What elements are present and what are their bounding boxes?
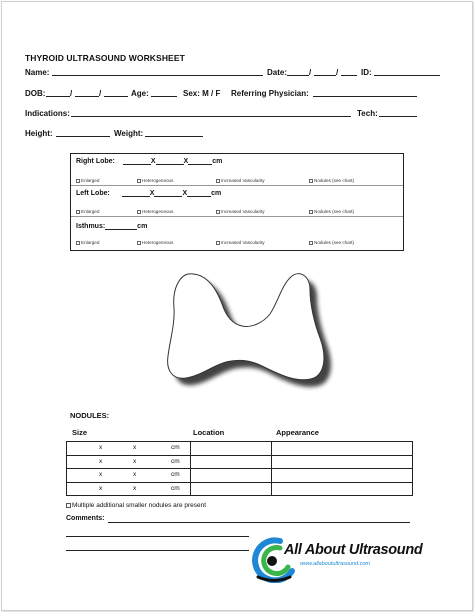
left-lobe-x2: X xyxy=(182,190,188,197)
right-nodules-checkbox[interactable] xyxy=(309,178,354,183)
comments-line-2[interactable] xyxy=(66,536,249,537)
dob-day-field[interactable] xyxy=(75,88,102,98)
logo-name: All About Ultrasound xyxy=(284,542,423,558)
x-sep: x xyxy=(133,484,137,492)
location-cell[interactable] xyxy=(190,469,272,483)
right-enlarged-checkbox[interactable] xyxy=(76,178,99,183)
isthmus-unit: cm xyxy=(137,223,148,230)
checkbox-label: Heterogeneous xyxy=(142,178,174,183)
checkbox-box-icon xyxy=(216,179,220,183)
x-sep: x xyxy=(133,471,137,478)
left-enlarged-checkbox[interactable] xyxy=(76,209,99,214)
dob-month-field[interactable] xyxy=(46,88,73,98)
size-column-header: Size xyxy=(72,428,88,437)
checkbox-label: Heterogeneous xyxy=(142,240,174,245)
appearance-cell[interactable] xyxy=(272,442,413,456)
right-lobe-label-row xyxy=(76,157,222,165)
isthmus-vascularity-checkbox[interactable] xyxy=(216,240,265,245)
checkbox-label: Nodules (see chart) xyxy=(314,178,355,183)
size-cell[interactable] xyxy=(67,455,191,469)
cm-unit: cm xyxy=(171,444,180,451)
comments-line-1[interactable] xyxy=(108,522,410,523)
right-lobe-x2: X xyxy=(183,158,189,165)
date-label: Date: xyxy=(267,68,288,77)
isthmus-label-row xyxy=(76,222,147,230)
date-year-field[interactable] xyxy=(341,67,357,76)
checkbox-box-icon xyxy=(216,241,220,245)
size-cell[interactable] xyxy=(67,442,191,456)
right-lobe-unit: cm xyxy=(212,158,223,165)
appearance-cell[interactable] xyxy=(272,469,413,483)
nodules-table xyxy=(66,441,413,496)
left-vascularity-checkbox[interactable] xyxy=(216,209,265,214)
checkbox-box-icon xyxy=(76,210,80,214)
right-lobe-dim1-field[interactable] xyxy=(123,157,151,165)
logo-url[interactable]: www.allaboutultrasound.com xyxy=(300,561,371,567)
dob-label: DOB: xyxy=(25,89,46,98)
height-field[interactable] xyxy=(56,128,110,137)
checkbox-box-icon xyxy=(309,179,313,183)
name-date-row xyxy=(25,67,445,78)
isthmus-nodules-checkbox[interactable] xyxy=(309,240,354,245)
lobe-measurements-box xyxy=(70,153,404,251)
multiple-nodules-checkbox[interactable] xyxy=(66,502,206,509)
checkbox-label: Enlarged xyxy=(81,178,100,183)
right-lobe-label: Right Lobe: xyxy=(76,158,115,165)
checkbox-box-icon xyxy=(76,179,80,183)
checkbox-label: Enlarged xyxy=(81,209,100,214)
left-lobe-x1: X xyxy=(149,190,155,197)
checkbox-label: Increased Vascularity xyxy=(221,240,265,245)
checkbox-label: Nodules (see chart) xyxy=(314,240,355,245)
date-month-field[interactable] xyxy=(287,67,312,77)
name-label: Name: xyxy=(25,68,50,77)
date-sep-1: / xyxy=(309,68,312,77)
appearance-column-header: Appearance xyxy=(276,428,319,437)
table-row xyxy=(67,442,413,456)
checkbox-label: Heterogeneous xyxy=(142,209,174,214)
age-label: Age: xyxy=(131,89,149,98)
name-field[interactable] xyxy=(52,67,263,76)
checkbox-box-icon xyxy=(137,241,141,245)
checkbox-box-icon xyxy=(137,210,141,214)
weight-label: Weight: xyxy=(114,129,144,138)
checkbox-box-icon xyxy=(309,241,313,245)
checkbox-box-icon xyxy=(76,241,80,245)
checkbox-label: Nodules (see chart) xyxy=(314,209,355,214)
appearance-cell[interactable] xyxy=(272,482,413,496)
dob-row xyxy=(25,88,445,99)
table-row xyxy=(67,455,413,469)
table-row xyxy=(67,482,413,496)
date-day-field[interactable] xyxy=(314,67,339,77)
physician-label: Referring Physician: xyxy=(231,89,309,98)
right-lobe-dim2-field[interactable] xyxy=(156,157,184,165)
cm-unit: cm xyxy=(171,484,180,492)
size-cell[interactable] xyxy=(67,482,191,496)
id-field[interactable] xyxy=(374,67,440,76)
left-lobe-dim2-field[interactable] xyxy=(154,189,182,197)
dob-sep-1: / xyxy=(70,89,73,98)
isthmus-label: Isthmus: xyxy=(76,223,106,230)
left-lobe-label-row xyxy=(76,189,221,197)
right-lobe-x1: X xyxy=(150,158,156,165)
right-heterogeneous-checkbox[interactable] xyxy=(137,178,173,183)
lobe-divider xyxy=(71,185,403,186)
sex-label[interactable]: Sex: M / F xyxy=(183,89,221,98)
cm-unit: cm xyxy=(171,471,180,478)
comments-label: Comments: xyxy=(66,515,105,522)
dob-year-field[interactable] xyxy=(104,88,128,97)
location-column-header: Location xyxy=(193,428,225,437)
checkbox-label: Increased Vascularity xyxy=(221,209,265,214)
isthmus-dim-field[interactable] xyxy=(105,222,137,230)
nodules-title: NODULES: xyxy=(70,411,110,420)
checkbox-box-icon xyxy=(309,210,313,214)
x-sep: x xyxy=(99,471,103,478)
x-sep: x xyxy=(99,444,103,451)
height-label: Height: xyxy=(25,129,53,138)
isthmus-heterogeneous-checkbox[interactable] xyxy=(137,240,173,245)
tech-field[interactable] xyxy=(379,108,417,117)
left-lobe-dim1-field[interactable] xyxy=(122,189,150,197)
x-sep: x xyxy=(133,457,137,465)
location-cell[interactable] xyxy=(190,442,272,456)
indications-label: Indications: xyxy=(25,109,70,118)
multiple-nodules-label: Multiple additional smaller nodules are present xyxy=(72,502,207,509)
age-field[interactable] xyxy=(151,88,177,97)
indications-field[interactable] xyxy=(71,108,351,117)
date-sep-2: / xyxy=(336,68,339,77)
table-row xyxy=(67,469,413,483)
left-heterogeneous-checkbox[interactable] xyxy=(137,209,173,214)
left-lobe-dim3-field[interactable] xyxy=(187,189,211,197)
comments-line-3[interactable] xyxy=(66,550,249,551)
left-lobe-label: Left Lobe: xyxy=(76,190,110,197)
weight-field[interactable] xyxy=(145,128,203,137)
indications-row xyxy=(25,108,445,119)
x-sep: x xyxy=(133,444,137,451)
location-cell[interactable] xyxy=(190,455,272,469)
checkbox-label: Enlarged xyxy=(81,240,100,245)
cm-unit: cm xyxy=(171,457,180,465)
height-weight-row xyxy=(25,128,225,139)
checkbox-box-icon xyxy=(137,179,141,183)
thyroid-diagram[interactable] xyxy=(150,262,340,400)
checkbox-box-icon xyxy=(216,210,220,214)
checkbox-box-icon xyxy=(66,503,71,508)
appearance-cell[interactable] xyxy=(272,455,413,469)
x-sep: x xyxy=(99,457,103,465)
id-label: ID: xyxy=(361,68,372,77)
dob-sep-2: / xyxy=(99,89,102,98)
isthmus-enlarged-checkbox[interactable] xyxy=(76,240,99,245)
left-lobe-unit: cm xyxy=(211,190,222,197)
x-sep: x xyxy=(99,484,103,492)
checkbox-label: Increased Vascularity xyxy=(221,178,265,183)
right-lobe-dim3-field[interactable] xyxy=(188,157,212,165)
tech-label: Tech: xyxy=(357,109,378,118)
lobe-divider xyxy=(71,216,403,217)
worksheet-title: THYROID ULTRASOUND WORKSHEET xyxy=(25,53,185,63)
location-cell[interactable] xyxy=(190,482,272,496)
right-vascularity-checkbox[interactable] xyxy=(216,178,265,183)
size-cell[interactable] xyxy=(67,469,191,483)
physician-field[interactable] xyxy=(313,88,417,97)
left-nodules-checkbox[interactable] xyxy=(309,209,354,214)
